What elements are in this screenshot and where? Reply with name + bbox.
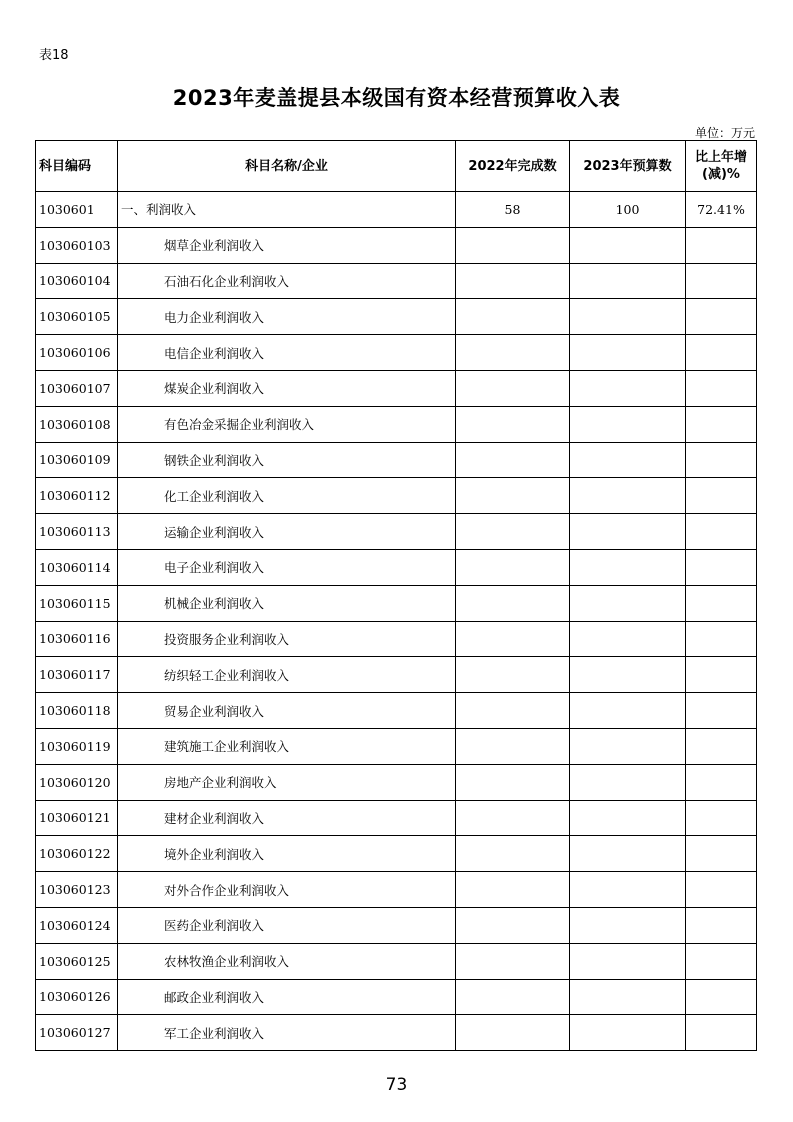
cell-completed-2022 [456, 263, 570, 299]
cell-change [686, 693, 757, 729]
header-row [36, 141, 757, 192]
cell-change [686, 979, 757, 1015]
cell-change [686, 227, 757, 263]
cell-completed-2022 [456, 657, 570, 693]
cell-budget-2023 [570, 1015, 686, 1051]
cell-budget-2023 [570, 800, 686, 836]
table-row [36, 872, 757, 908]
cell-name: 一、利润收入 [118, 192, 456, 228]
cell-budget-2023 [570, 979, 686, 1015]
table-header [36, 141, 757, 192]
header-change-line1: 比上年增 [694, 150, 747, 165]
header-budget-2023: 2023年预算数 [570, 141, 686, 192]
header-completed-2022: 2022年完成数 [456, 141, 570, 192]
cell-budget-2023 [570, 728, 686, 764]
cell-name: 建筑施工企业利润收入 [118, 728, 456, 764]
cell-name: 电力企业利润收入 [118, 299, 456, 335]
cell-code: 103060104 [36, 263, 118, 299]
cell-budget-2023 [570, 514, 686, 550]
cell-code: 103060113 [36, 514, 118, 550]
cell-name: 投资服务企业利润收入 [118, 621, 456, 657]
cell-name: 烟草企业利润收入 [118, 227, 456, 263]
cell-name: 化工企业利润收入 [118, 478, 456, 514]
cell-change [686, 370, 757, 406]
cell-budget-2023 [570, 406, 686, 442]
cell-name: 有色冶金采掘企业利润收入 [118, 406, 456, 442]
cell-change [686, 514, 757, 550]
cell-code: 103060124 [36, 907, 118, 943]
cell-code: 103060112 [36, 478, 118, 514]
table-row [36, 764, 757, 800]
cell-budget-2023 [570, 335, 686, 371]
cell-code: 103060127 [36, 1015, 118, 1051]
cell-change [686, 478, 757, 514]
cell-change [686, 585, 757, 621]
table-row [36, 549, 757, 585]
cell-completed-2022 [456, 800, 570, 836]
cell-budget-2023 [570, 227, 686, 263]
cell-completed-2022: 58 [456, 192, 570, 228]
cell-code: 103060107 [36, 370, 118, 406]
table-row [36, 299, 757, 335]
table-row [36, 227, 757, 263]
cell-name: 石油石化企业利润收入 [118, 263, 456, 299]
cell-name: 对外合作企业利润收入 [118, 872, 456, 908]
cell-completed-2022 [456, 836, 570, 872]
table-row [36, 979, 757, 1015]
cell-code: 103060123 [36, 872, 118, 908]
cell-change [686, 335, 757, 371]
cell-code: 103060106 [36, 335, 118, 371]
table-row [36, 514, 757, 550]
cell-change [686, 943, 757, 979]
cell-code: 103060114 [36, 549, 118, 585]
table-row [36, 943, 757, 979]
cell-name: 电子企业利润收入 [118, 549, 456, 585]
cell-change [686, 764, 757, 800]
cell-completed-2022 [456, 621, 570, 657]
page-number: 73 [385, 1075, 408, 1095]
cell-budget-2023 [570, 442, 686, 478]
cell-completed-2022 [456, 693, 570, 729]
cell-change [686, 1015, 757, 1051]
cell-code: 103060109 [36, 442, 118, 478]
header-change [686, 141, 757, 192]
cell-name: 农林牧渔企业利润收入 [118, 943, 456, 979]
cell-name: 钢铁企业利润收入 [118, 442, 456, 478]
cell-change [686, 621, 757, 657]
table-row [36, 1015, 757, 1051]
cell-budget-2023 [570, 549, 686, 585]
cell-completed-2022 [456, 299, 570, 335]
table-row [36, 263, 757, 299]
cell-completed-2022 [456, 872, 570, 908]
cell-change [686, 907, 757, 943]
cell-budget-2023 [570, 585, 686, 621]
cell-name: 建材企业利润收入 [118, 800, 456, 836]
cell-budget-2023: 100 [570, 192, 686, 228]
cell-completed-2022 [456, 406, 570, 442]
document-title: 2023年麦盖提县本级国有资本经营预算收入表 [172, 86, 621, 110]
cell-change [686, 299, 757, 335]
cell-completed-2022 [456, 764, 570, 800]
table-row [36, 693, 757, 729]
cell-budget-2023 [570, 263, 686, 299]
cell-code: 103060116 [36, 621, 118, 657]
cell-change [686, 263, 757, 299]
cell-budget-2023 [570, 657, 686, 693]
cell-name: 运输企业利润收入 [118, 514, 456, 550]
cell-code: 103060119 [36, 728, 118, 764]
cell-completed-2022 [456, 227, 570, 263]
cell-name: 机械企业利润收入 [118, 585, 456, 621]
cell-change [686, 872, 757, 908]
table-row [36, 370, 757, 406]
cell-name: 境外企业利润收入 [118, 836, 456, 872]
cell-name: 纺织轻工企业利润收入 [118, 657, 456, 693]
header-name: 科目名称/企业 [118, 141, 456, 192]
cell-budget-2023 [570, 693, 686, 729]
cell-name: 电信企业利润收入 [118, 335, 456, 371]
cell-budget-2023 [570, 299, 686, 335]
cell-change [686, 442, 757, 478]
cell-name: 医药企业利润收入 [118, 907, 456, 943]
table-row [36, 406, 757, 442]
cell-code: 103060126 [36, 979, 118, 1015]
cell-name: 煤炭企业利润收入 [118, 370, 456, 406]
cell-code: 103060118 [36, 693, 118, 729]
cell-completed-2022 [456, 478, 570, 514]
table-row [36, 836, 757, 872]
cell-completed-2022 [456, 514, 570, 550]
table-row [36, 192, 757, 228]
table-row [36, 728, 757, 764]
cell-budget-2023 [570, 370, 686, 406]
cell-budget-2023 [570, 943, 686, 979]
table-row [36, 585, 757, 621]
table-row [36, 621, 757, 657]
cell-code: 103060105 [36, 299, 118, 335]
table-label: 表18 [39, 48, 69, 63]
cell-budget-2023 [570, 764, 686, 800]
cell-completed-2022 [456, 1015, 570, 1051]
unit-label: 单位：万元 [694, 126, 755, 140]
header-code: 科目编码 [36, 141, 118, 192]
cell-change [686, 800, 757, 836]
cell-completed-2022 [456, 907, 570, 943]
cell-name: 邮政企业利润收入 [118, 979, 456, 1015]
cell-name: 贸易企业利润收入 [118, 693, 456, 729]
cell-budget-2023 [570, 836, 686, 872]
cell-change [686, 836, 757, 872]
cell-completed-2022 [456, 442, 570, 478]
table-row [36, 907, 757, 943]
cell-code: 103060108 [36, 406, 118, 442]
cell-change [686, 549, 757, 585]
header-change-line2: (减)% [702, 167, 740, 182]
table-body [36, 192, 757, 1051]
cell-completed-2022 [456, 370, 570, 406]
cell-budget-2023 [570, 872, 686, 908]
cell-code: 103060125 [36, 943, 118, 979]
cell-change [686, 728, 757, 764]
cell-code: 103060121 [36, 800, 118, 836]
cell-completed-2022 [456, 335, 570, 371]
cell-change [686, 406, 757, 442]
cell-code: 103060122 [36, 836, 118, 872]
cell-completed-2022 [456, 943, 570, 979]
cell-budget-2023 [570, 907, 686, 943]
cell-name: 房地产企业利润收入 [118, 764, 456, 800]
cell-change: 72.41% [686, 192, 757, 228]
cell-completed-2022 [456, 585, 570, 621]
cell-name: 军工企业利润收入 [118, 1015, 456, 1051]
budget-table [35, 140, 757, 1051]
cell-completed-2022 [456, 979, 570, 1015]
cell-code: 103060115 [36, 585, 118, 621]
cell-completed-2022 [456, 728, 570, 764]
cell-completed-2022 [456, 549, 570, 585]
cell-code: 103060120 [36, 764, 118, 800]
table-row [36, 478, 757, 514]
table-row [36, 800, 757, 836]
cell-change [686, 657, 757, 693]
cell-budget-2023 [570, 478, 686, 514]
cell-code: 103060117 [36, 657, 118, 693]
cell-budget-2023 [570, 621, 686, 657]
cell-code: 103060103 [36, 227, 118, 263]
cell-code: 1030601 [36, 192, 118, 228]
table-row [36, 442, 757, 478]
table-row [36, 335, 757, 371]
table-row [36, 657, 757, 693]
